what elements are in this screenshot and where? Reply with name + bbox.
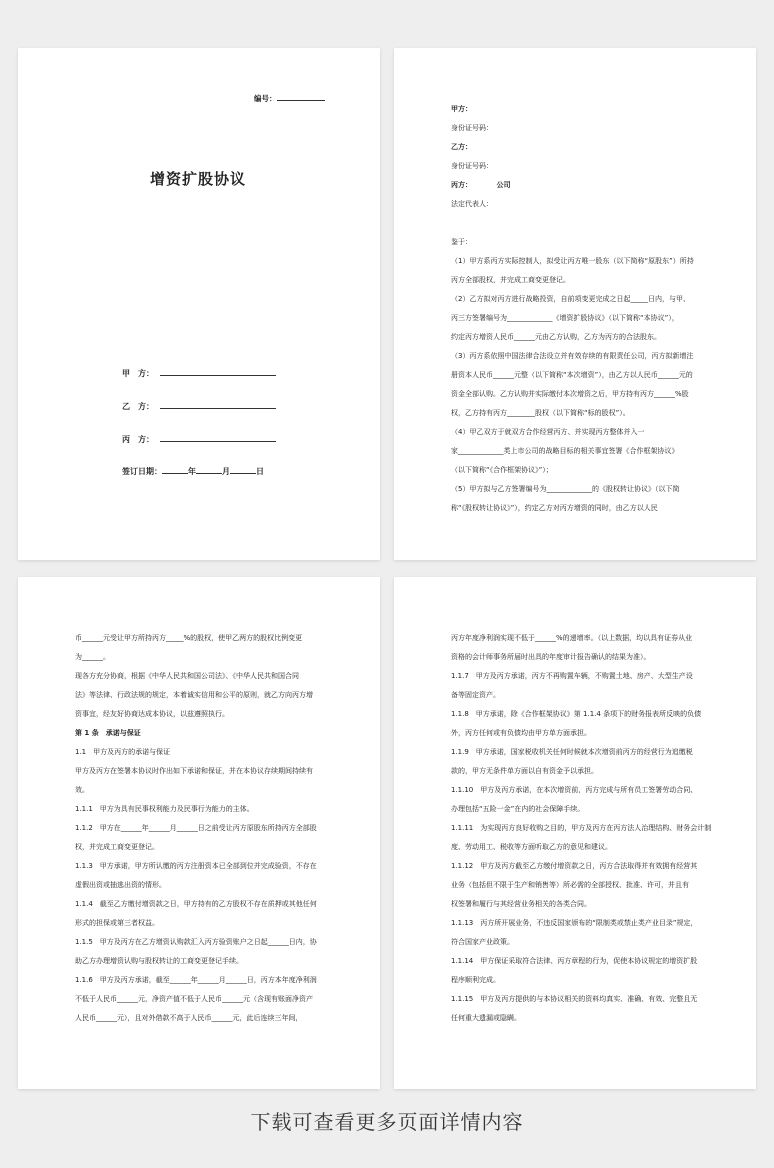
page-3-text <box>75 629 375 1028</box>
text-line: 丙方： 公司 <box>451 181 511 189</box>
text-line: 第 1 条 承诺与保证 <box>75 729 141 737</box>
text-line: 乙方： <box>451 143 472 151</box>
text-line: （4）甲乙双方于就双方合作经营丙方、并实现丙方整体并入一 <box>451 428 645 436</box>
text-line: 称“《股权转让协议》”），约定乙方对丙方增资的同时，由乙方以人民 <box>451 504 658 512</box>
text-line: （以下简称“《合作框架协议》”）； <box>451 466 553 474</box>
agreement-page-3 <box>18 577 380 1089</box>
party-a-field <box>122 368 276 379</box>
month-blank <box>196 472 222 474</box>
text-line: 1.1.12 甲方及丙方截至乙方缴付增资款之日，丙方合法取得并有效拥有经营其 <box>451 862 698 870</box>
text-line: 1.1 甲方及丙方的承诺与保证 <box>75 748 171 756</box>
text-line: （1）甲方系丙方实际控制人，拟受让丙方唯一股东（以下简称“原股东”）所持 <box>451 257 694 265</box>
day-blank <box>230 472 256 474</box>
text-line: 1.1.5 甲方及丙方在乙方增资认购款汇入丙方验资账户之日起______日内，协 <box>75 938 317 946</box>
text-line: 助乙方办理增资认购与股权转让的工商变更登记手续。 <box>75 957 243 965</box>
text-line: （3）丙方系依照中国法律合法设立并有效存续的有限责任公司，丙方拟新增注 <box>451 352 694 360</box>
text-line: 资格的会计师事务所届时出具的年度审计报告确认的结果为准）。 <box>451 653 651 661</box>
document-number-field <box>254 93 325 104</box>
text-line: 现各方充分协商，根据《中华人民共和国公司法》、《中华人民共和国合同 <box>75 672 299 680</box>
text-line: 任何重大遗漏或隐瞒。 <box>451 1014 521 1022</box>
signing-date-label: 签订日期： <box>122 467 162 476</box>
text-line: 1.1.4 截至乙方缴付增资款之日，甲方持有的乙方股权不存在质押或其他任何 <box>75 900 317 908</box>
signing-date-field <box>122 466 264 477</box>
text-line: 为______。 <box>75 653 110 661</box>
text-line: 业务（包括但不限于生产和销售等）所必需的全部授权、批准、许可，并且有 <box>451 881 689 889</box>
text-line: 册资本人民币______元整（以下简称“本次增资”），由乙方以人民币______元的 <box>451 371 693 379</box>
text-line: 1.1.11 为实现丙方良好收购之目的，甲方及丙方在丙方法人治理结构、财务会计制 <box>451 824 712 832</box>
party-a-label: 甲 方： <box>122 369 154 378</box>
text-line: 1.1.14 甲方保证采取符合法律、丙方章程的行为，促使本协议规定的增资扩股 <box>451 957 698 965</box>
text-line: 权签署和履行与其经营业务相关的各类合同。 <box>451 900 591 908</box>
party-a-blank <box>160 374 276 376</box>
text-line: 法》等法律、行政法规的规定，本着诚实信用和公平的原则，就乙方向丙方增 <box>75 691 313 699</box>
text-line: 权，并完成工商变更登记。 <box>75 843 159 851</box>
month-label: 月 <box>222 467 230 476</box>
text-line: 1.1.9 甲方承诺，国家税收机关任何时候就本次增资前丙方的经营行为追缴税 <box>451 748 693 756</box>
text-line: 1.1.6 甲方及丙方承诺，截至______年______月______日，丙方本年度净利润 <box>75 976 317 984</box>
text-line: 家_____________类上市公司的战略目标的相关事宜签署《合作框架协议》 <box>451 447 679 455</box>
text-line: 符合国家产业政策。 <box>451 938 514 946</box>
text-line: 1.1.2 甲方在______年______月______日之前受让丙方原股东所持丙方全部股 <box>75 824 317 832</box>
text-line: 人民币______元），且对外借款不高于人民币______元，此后连续三年间， <box>75 1014 303 1022</box>
text-line: （5）甲方拟与乙方签署编号为_____________的《股权转让协议》（以下简 <box>451 485 680 493</box>
party-c-blank <box>160 440 276 442</box>
day-label: 日 <box>256 467 264 476</box>
text-line: 1.1.7 甲方及丙方承诺，丙方不再购置车辆，不购置土地、房产、大型生产设 <box>451 672 693 680</box>
text-line: 不低于人民币______元，净资产值不低于人民币______元（含现有账面净资产 <box>75 995 313 1003</box>
text-line: 币______元受让甲方所持丙方_____%的股权，使甲乙两方的股权比例变更 <box>75 634 303 642</box>
text-line: 1.1.15 甲方及丙方提供的与本协议相关的资料均真实、准确、有效、完整且无 <box>451 995 698 1003</box>
text-line: 资事宜，经友好协商达成本协议，以兹遵照执行。 <box>75 710 229 718</box>
text-line: 1.1.3 甲方承诺，甲方所认缴的丙方注册资本已全部到位并完成验资，不存在 <box>75 862 317 870</box>
text-line: 程序顺利完成。 <box>451 976 500 984</box>
agreement-page-4 <box>394 577 756 1089</box>
text-line <box>451 214 751 233</box>
text-line: 身份证号码： <box>451 124 493 132</box>
party-b-blank <box>160 407 276 409</box>
download-more-caption: 下载可查看更多页面详情内容 <box>250 1110 524 1134</box>
text-line: 1.1.1 甲方为具有民事权利能力及民事行为能力的主体。 <box>75 805 254 813</box>
party-b-field <box>122 401 276 412</box>
text-line: 约定丙方增资人民币______元由乙方认购，乙方为丙方的合法股东。 <box>451 333 661 341</box>
year-label: 年 <box>188 467 196 476</box>
text-line: 备等固定资产。 <box>451 691 500 699</box>
year-blank <box>162 472 188 474</box>
document-number-blank <box>277 99 325 101</box>
document-title: 增资扩股协议 <box>150 170 247 188</box>
text-line: 法定代表人： <box>451 200 493 208</box>
text-line: 丙方年度净利润实现不低于______%的递增率。（以上数据，均以具有证券从业 <box>451 634 693 642</box>
text-line: 甲方： <box>451 105 472 113</box>
text-line: 丙方全部股权，并完成工商变更登记。 <box>451 276 570 284</box>
text-line: 虚假出资或抽逃出资的情形。 <box>75 881 166 889</box>
page-4-text <box>451 629 751 1028</box>
agreement-page-2 <box>394 48 756 560</box>
text-line: 1.1.8 甲方承诺，除《合作框架协议》第 1.1.4 条项下的财务报表所反映的负债 <box>451 710 702 718</box>
cover-page <box>18 48 380 560</box>
text-line: 形式的担保或第三者权益。 <box>75 919 159 927</box>
text-line: （2）乙方拟对丙方进行战略投资，自前项变更完成之日起_____日内，与甲、 <box>451 295 690 303</box>
text-line: 甲方及丙方在签署本协议时作出如下承诺和保证，并在本协议存续期间持续有 <box>75 767 313 775</box>
page-2-text <box>451 100 751 518</box>
party-c-field <box>122 434 276 445</box>
text-line: 身份证号码： <box>451 162 493 170</box>
party-c-label: 丙 方： <box>122 435 154 444</box>
text-line: 丙三方签署编号为_____________《增资扩股协议》（以下简称“本协议”）， <box>451 314 679 322</box>
text-line: 外，丙方任何或有负债均由甲方单方面承担。 <box>451 729 591 737</box>
text-line: 1.1.10 甲方及丙方承诺，在本次增资前，丙方完成与所有员工签署劳动合同、 <box>451 786 698 794</box>
party-b-label: 乙 方： <box>122 402 154 411</box>
text-line: 1.1.13 丙方所开展业务，不违反国家颁布的“限制类或禁止类产业目录”规定， <box>451 919 698 927</box>
text-line: 度、劳动用工、税收等方面听取乙方的意见和建议。 <box>451 843 612 851</box>
text-line: 权，乙方持有丙方________股权（以下简称“标的股权”）。 <box>451 409 630 417</box>
text-line: 资金全部认购。乙方认购并实际缴付本次增资之后，甲方持有丙方______%股 <box>451 390 689 398</box>
text-line: 办理包括“五险一金”在内的社会保障手续。 <box>451 805 585 813</box>
document-number-label: 编号： <box>254 94 277 103</box>
text-line: 效。 <box>75 786 89 794</box>
text-line: 款的，甲方无条件单方面以自有资金予以承担。 <box>451 767 598 775</box>
text-line: 鉴于： <box>451 238 472 246</box>
